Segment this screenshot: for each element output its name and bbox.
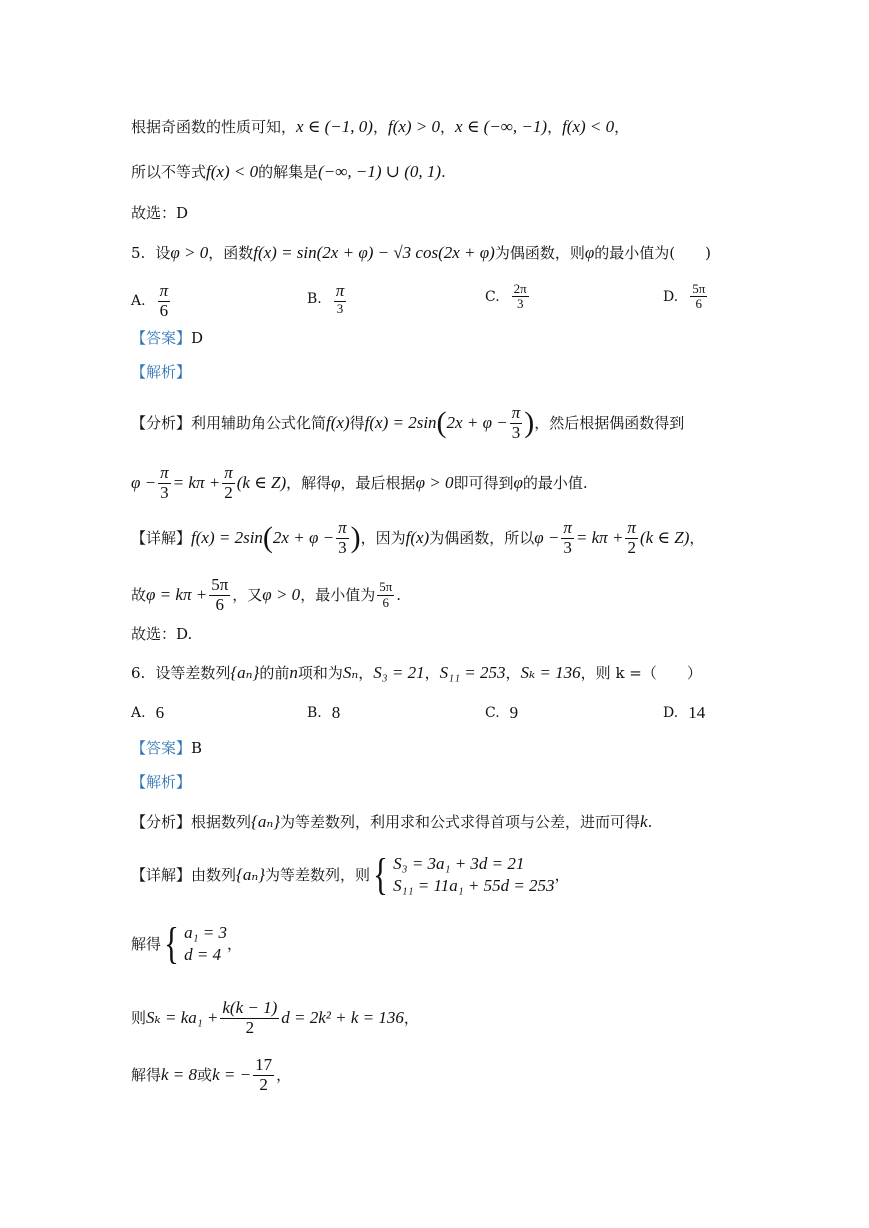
fraction-num: π [511,402,521,422]
fraction-den: 6 [159,300,169,320]
answer-value: B [191,739,203,757]
answer-tag: 【答案】 [131,739,192,757]
fraction-den: 6 [695,296,702,312]
math: (k ∈ Z) [236,473,287,492]
fraction-den: 3 [563,537,572,557]
text: ，解得 [286,474,332,492]
math: x ∈ (−∞, −1) [455,117,548,136]
math: f(x) < 0 [206,162,259,181]
fraction-den: 3 [516,296,524,312]
option-d [663,282,709,312]
math: S₃ = 21 [373,663,425,682]
math: n [289,663,298,682]
math: φ − [131,473,157,492]
xiangjie-line-5b [131,574,809,614]
fraction-num: π [224,462,233,482]
text: 利用辅助角公式化简 [191,414,327,432]
fraction-den: 2 [245,1017,255,1037]
fraction-den: 6 [215,594,224,614]
text: 解得 [131,935,162,953]
option-d [663,703,705,723]
math: f(x) = 2sin [364,413,437,432]
text: ，函数 [208,244,254,262]
text: 为偶函数，所以 [429,529,535,547]
fraction-num: π [160,462,169,482]
text: ， [403,1009,419,1027]
math: φ > 0 [262,585,301,604]
text: ，然后根据偶函数得到 [534,414,685,432]
analysis-tag: 【解析】 [131,363,192,381]
sk-line-6 [131,998,809,1038]
text-line-3 [131,202,809,224]
fraction-num: k(k − 1) [222,997,278,1017]
text: 设等差数列 [155,664,231,682]
math: φ − [534,528,560,547]
fraction-den: 3 [336,300,344,316]
option-label: D. [663,705,679,721]
text: . [441,163,446,181]
math: k = 8 [161,1065,198,1084]
fraction-den: 2 [259,1074,268,1094]
math: x ∈ (−1, 0) [296,117,373,136]
option-label: B. [307,705,322,721]
text: 的最小值. [522,474,588,492]
math: (−∞, −1) ∪ (0, 1) [318,162,442,181]
option-value: 8 [331,703,341,722]
math: φ [331,473,341,492]
option-value: 6 [155,703,165,722]
xiangjie-tag: 【详解】 [131,866,192,884]
text: 项和为 [297,664,343,682]
text: 解得 [131,1066,162,1084]
fraction-den: 3 [160,482,169,502]
option-b [307,282,348,316]
equation-row: d = 4 [184,945,222,964]
text: ，最后根据 [340,474,416,492]
text: ， [440,118,456,136]
text: 得 [349,414,365,432]
math: f(x) [405,528,430,547]
text: ， [276,1066,292,1084]
fenxi-tag: 【分析】 [131,813,192,831]
xiangjie-tag: 【详解】 [131,529,192,547]
math: {aₙ} [230,663,260,682]
text: 则 [131,1009,147,1027]
text: ，则 k =（ ） [580,664,702,682]
text: ， [547,118,563,136]
math: {aₙ} [236,865,266,884]
option-label: C. [485,288,500,305]
equation-row: a₁ = 3 [184,923,228,942]
math: k [640,812,648,831]
fraction-den: 3 [511,422,521,442]
option-value: 9 [509,703,519,722]
answer-line-6 [131,737,809,759]
math: S₁₁ = 253 [439,663,506,682]
text: 为等差数列，则 [265,866,371,884]
text: 所以不等式 [131,163,207,181]
math: f(x) [326,413,350,432]
math: φ > 0 [170,243,209,262]
text: . [396,586,402,604]
math: f(x) > 0 [387,117,441,136]
fraction-num: π [159,281,169,300]
math: 2x + φ − [272,528,335,547]
text: 的最小值为( ) [594,244,711,262]
option-c [485,282,531,312]
fraction-num: π [563,517,572,537]
fenxi-line-5b [131,462,809,502]
math: Sₖ = ka₁ + [146,1008,219,1027]
math: = kπ + [575,528,624,547]
analysis-tag: 【解析】 [131,773,192,791]
equation-system: { S₃ = 3a₁ + 3d = 21 S₁₁ = 11a₁ + 55d = 253 [373,850,555,899]
fraction-den: 2 [627,537,636,557]
math: 2x + φ − [446,413,508,432]
text: ， [227,935,243,953]
xiangjie-line-5a: 【详解】 f(x) = 2sin ( 2x + φ − $\frac{\pi}{3}$ ) ，因为 f(x) 为偶函数，所以 φ − $\frac{\pi}{3}$ = kπ + $\frac{\pi}{2}$ (k ∈ Z) ， [131,517,705,557]
text: . [647,813,653,831]
math: φ > 0 [415,473,454,492]
text: 即可得到 [453,474,514,492]
option-label: D. [663,288,679,305]
jiexi-line-6 [131,771,809,793]
fraction-den: 6 [382,594,389,610]
fenxi-tag: 【分析】 [131,414,192,432]
fraction-num: π [338,517,347,537]
text: 的前 [259,664,290,682]
text: ，因为 [360,529,406,547]
text: ， [358,664,374,682]
question-number: 6. [131,664,146,682]
text-line-2 [131,161,809,183]
math: φ = kπ + [146,585,208,604]
text: 由数列 [191,866,237,884]
text: ， [689,529,705,547]
text: 的解集是 [258,163,319,181]
jiexi-line-5 [131,361,809,383]
fenxi-line-6 [131,811,809,833]
math: (k ∈ Z) [639,528,690,547]
choice-line: 故选：D [131,204,189,222]
option-b [307,703,340,723]
math: f(x) < 0 [562,117,615,136]
text: 根据奇函数的性质可知， [131,118,297,136]
answer-line-5 [131,327,809,349]
text: ， [372,118,388,136]
text: 或 [197,1066,213,1084]
math: Sₖ = 136 [520,663,581,682]
option-label: A. [131,293,146,310]
result-line-6 [131,1054,809,1094]
math: k = − [212,1065,252,1084]
answer-tag: 【答案】 [131,329,192,347]
fenxi-line-5a: 【分析】 利用辅助角公式化简 f(x) 得 f(x) = 2sin ( 2x + φ − $\frac{\pi}{3}$ ) ，然后根据偶函数得到 [131,402,685,442]
fraction-num: 17 [255,1054,273,1074]
text-line-1 [131,116,809,138]
question-6 [131,662,809,684]
text: ， [614,118,630,136]
math: f(x) = 2sin [191,528,263,547]
text: 设 [155,244,171,262]
text: 为偶函数，则 [494,244,585,262]
text: ， [554,866,570,884]
fraction-num: π [335,281,345,300]
fraction-num: 5π [692,281,706,296]
fraction-num: 2π [513,281,527,296]
text: 故 [131,586,147,604]
text: ， [424,664,440,682]
question-number: 5. [131,244,146,262]
math: {aₙ} [251,812,281,831]
option-value: 14 [688,703,706,722]
solve-line-6 [131,921,809,967]
fraction-num: π [627,517,636,537]
equation-row: S₁₁ = 11a₁ + 55d = 253 [393,876,555,895]
fraction-den: 2 [224,482,233,502]
math: φ [584,243,595,262]
option-label: A. [131,705,146,721]
choice-line-5 [131,623,809,645]
option-label: C. [485,705,500,721]
text: ，又 [232,586,263,604]
text: ， [505,664,521,682]
math: φ [513,473,523,492]
option-a [131,703,164,723]
choice-text: 故选：D. [131,625,193,643]
math: Sₙ [342,663,359,682]
question-5 [131,242,809,264]
fraction-num: 5π [211,574,229,594]
math: d = 2k² + k = 136 [281,1008,404,1027]
text: ，最小值为 [300,586,376,604]
text: 为等差数列，利用求和公式求得首项与公差，进而可得 [280,813,641,831]
fraction-num: 5π [379,579,393,595]
option-a [131,282,172,320]
option-c [485,703,518,723]
equation-row: S₃ = 3a₁ + 3d = 21 [393,854,525,873]
option-label: B. [307,290,322,307]
equation-system: { a₁ = 3 d = 4 [164,919,228,968]
answer-value: D [191,329,204,347]
xiangjie-line-6 [131,852,809,898]
math: f(x) = sin(2x + φ) − √3 cos(2x + φ) [253,243,495,262]
text: 根据数列 [191,813,252,831]
fraction-den: 3 [338,537,347,557]
math: = kπ + [172,473,221,492]
